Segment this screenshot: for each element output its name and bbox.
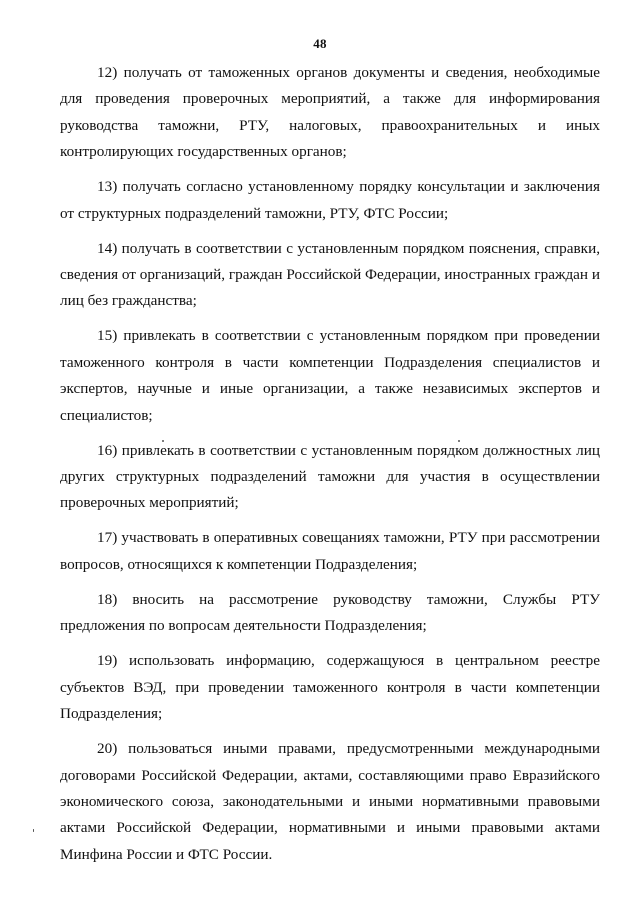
page-number: 48	[313, 36, 327, 51]
scan-speck	[458, 440, 460, 442]
scan-speck	[162, 440, 164, 442]
paragraph-19: 19) использовать информацию, содержащуюся в центральном реестре субъектов ВЭД, при проведении таможенного контроля в части компетенции Подразделения;	[60, 652, 600, 723]
paragraph-12: 12) получать от таможенных органов документы и сведения, необходимые для проведения проверочных мероприятий, а также для информирования руководства таможни, РТУ, налоговых, правоохранительных и иных контролирующих государственных органов;	[60, 64, 600, 161]
paragraph-18: 18) вносить на рассмотрение руководству таможни, Службы РТУ предложения по вопросам деятельности Подразделения;	[60, 590, 600, 635]
document-body	[60, 60, 600, 877]
paragraph-16: 16) привлекать в соответствии с установленным порядком должностных лиц других структурных подразделений таможни для участия в осуществлении проверочных мероприятий;	[60, 441, 600, 512]
paragraph-14: 14) получать в соответствии с установленным порядком пояснения, справки, сведения от организаций, граждан Российской Федерации, иностранных граждан и лиц без гражданства;	[60, 239, 600, 310]
paragraph-13: 13) получать согласно установленному порядку консультации и заключения от структурных подразделений таможни, РТУ, ФТС России;	[60, 178, 600, 222]
scan-speck	[33, 829, 34, 832]
paragraph-17: 17) участвовать в оперативных совещаниях таможни, РТУ при рассмотрении вопросов, относящихся к компетенции Подразделения;	[60, 529, 600, 573]
paragraph-20: 20) пользоваться иными правами, предусмотренными международными договорами Российской Федерации, актами, составляющими право Евразийского экономического союза, законодательными и иными нормативными правовыми актами Российской Федерации, нормативными и иными правовыми актами Минфина России и ФТС России.	[60, 740, 600, 863]
paragraph-15: 15) привлекать в соответствии с установленным порядком при проведении таможенного контроля в части компетенции Подразделения специалистов и экспертов, научные и иные организации, а также независимых экспертов и специалистов;	[60, 327, 600, 424]
